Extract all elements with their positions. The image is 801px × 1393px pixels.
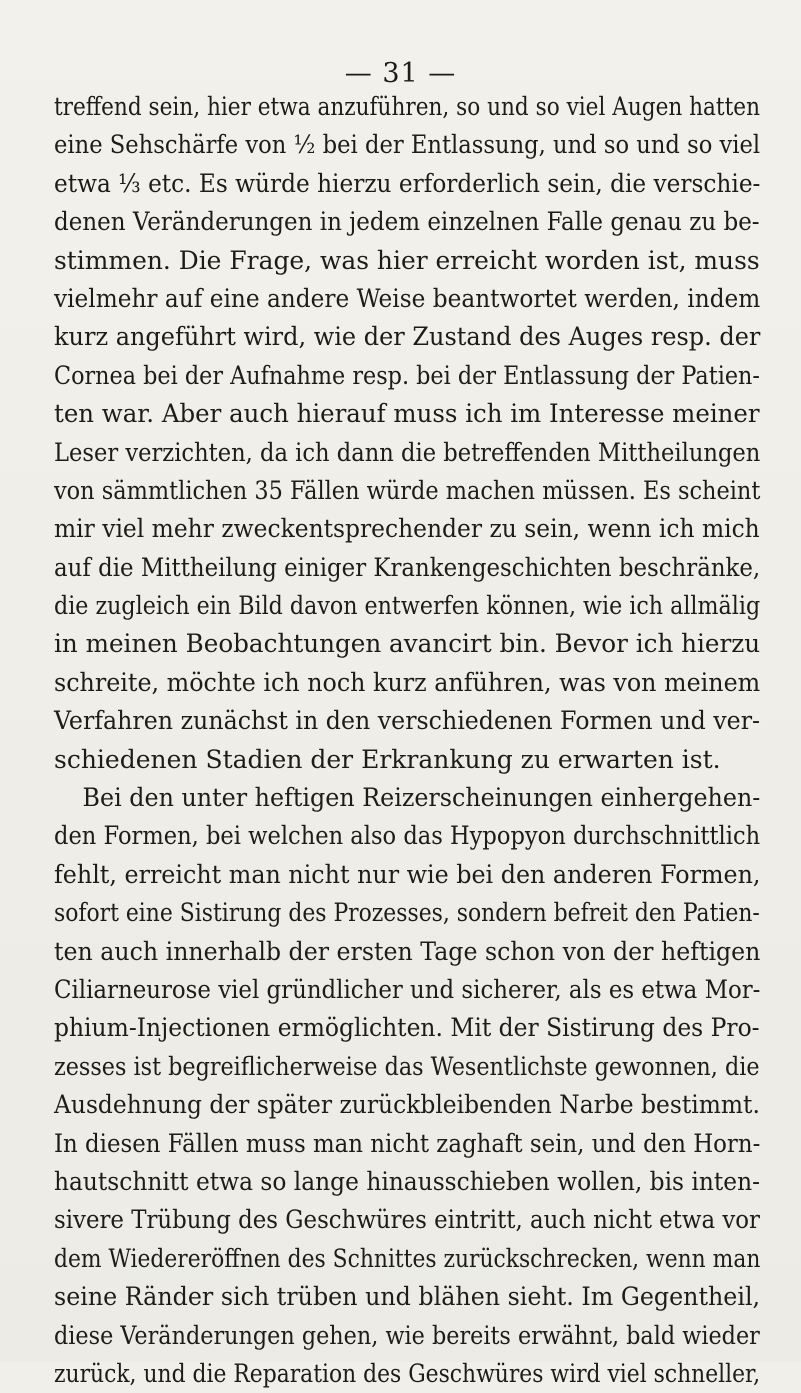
text-line: phium-Injectionen ermöglichten. Mit der Sistirung des Pro- bbox=[54, 1013, 760, 1043]
text-line: sofort eine Sistirung des Prozesses, sondern befreit den Patien- bbox=[54, 898, 760, 928]
text-line: sivere Trübung des Geschwüres eintritt, auch nicht etwa vor bbox=[54, 1205, 760, 1235]
text-line: seine Ränder sich trüben und blähen sieht. Im Gegentheil, bbox=[54, 1282, 761, 1312]
text-line: von sämmtlichen 35 Fällen würde machen müssen. Es scheint bbox=[54, 475, 761, 505]
text-line: schreite, möchte ich noch kurz anführen, was von meinem bbox=[54, 667, 761, 697]
text-line: Ausdehnung der später zurückbleibenden Narbe bestimmt. bbox=[54, 1090, 760, 1120]
text-line: ten war. Aber auch hierauf muss ich im Interesse meiner bbox=[54, 399, 760, 429]
text-line: fehlt, erreicht man nicht nur wie bei den anderen Formen, bbox=[54, 859, 761, 889]
text-line: Bei den unter heftigen Reizerscheinungen einhergehen- bbox=[82, 783, 761, 813]
text-line: Verfahren zunächst in den verschiedenen Formen und ver- bbox=[54, 706, 761, 736]
text-line: eine Sehschärfe von ½ bei der Entlassung, und so und so viel bbox=[54, 130, 761, 160]
text-line: Cornea bei der Aufnahme resp. bei der Entlassung der Patien- bbox=[54, 360, 760, 390]
text-line: dem Wiedereröffnen des Schnittes zurückschrecken, wenn man bbox=[54, 1243, 761, 1273]
text-line: Leser verzichten, da ich dann die betreffenden Mittheilungen bbox=[54, 437, 761, 467]
text-line: Ciliarneurose viel gründlicher und sicherer, als es etwa Mor- bbox=[54, 974, 761, 1004]
text-line: In diesen Fällen muss man nicht zaghaft sein, und den Horn- bbox=[54, 1128, 761, 1158]
text-line: stimmen. Die Frage, was hier erreicht worden ist, muss bbox=[54, 245, 760, 275]
text-line: zesses ist begreiflicherweise das Wesentlichste gewonnen, die bbox=[54, 1051, 760, 1081]
text-line: in meinen Beobachtungen avancirt bin. Bevor ich hierzu bbox=[54, 629, 761, 659]
text-line: zurück, und die Reparation des Geschwüres wird viel schneller, bbox=[54, 1358, 761, 1388]
page-number-header: — 31 — bbox=[344, 58, 457, 89]
text-line: ten auch innerhalb der ersten Tage schon von der heftigen bbox=[54, 936, 761, 966]
text-line: hautschnitt etwa so lange hinausschieben wollen, bis inten- bbox=[54, 1166, 760, 1196]
text-line: treffend sein, hier etwa anzuführen, so und so viel Augen hatten bbox=[54, 92, 760, 121]
text-line: diese Veränderungen gehen, wie bereits erwähnt, bald wieder bbox=[54, 1320, 760, 1350]
text-line: vielmehr auf eine andere Weise beantwortet werden, indem bbox=[54, 283, 761, 313]
text-line: kurz angeführt wird, wie der Zustand des Auges resp. der bbox=[54, 322, 761, 352]
text-line: etwa ⅓ etc. Es würde hierzu erforderlich sein, die verschie- bbox=[54, 168, 761, 198]
text-line: mir viel mehr zweckentsprechender zu sein, wenn ich mich bbox=[54, 514, 760, 544]
text-line: die zugleich ein Bild davon entwerfen können, wie ich allmälig bbox=[54, 591, 761, 621]
body-text bbox=[54, 88, 760, 1393]
text-line: den Formen, bei welchen also das Hypopyon durchschnittlich bbox=[54, 821, 761, 851]
text-line: auf die Mittheilung einiger Krankengeschichten beschränke, bbox=[54, 552, 761, 582]
text-line: denen Veränderungen in jedem einzelnen Falle genau zu be- bbox=[54, 207, 760, 237]
text-line: schiedenen Stadien der Erkrankung zu erwarten ist. bbox=[54, 744, 721, 774]
